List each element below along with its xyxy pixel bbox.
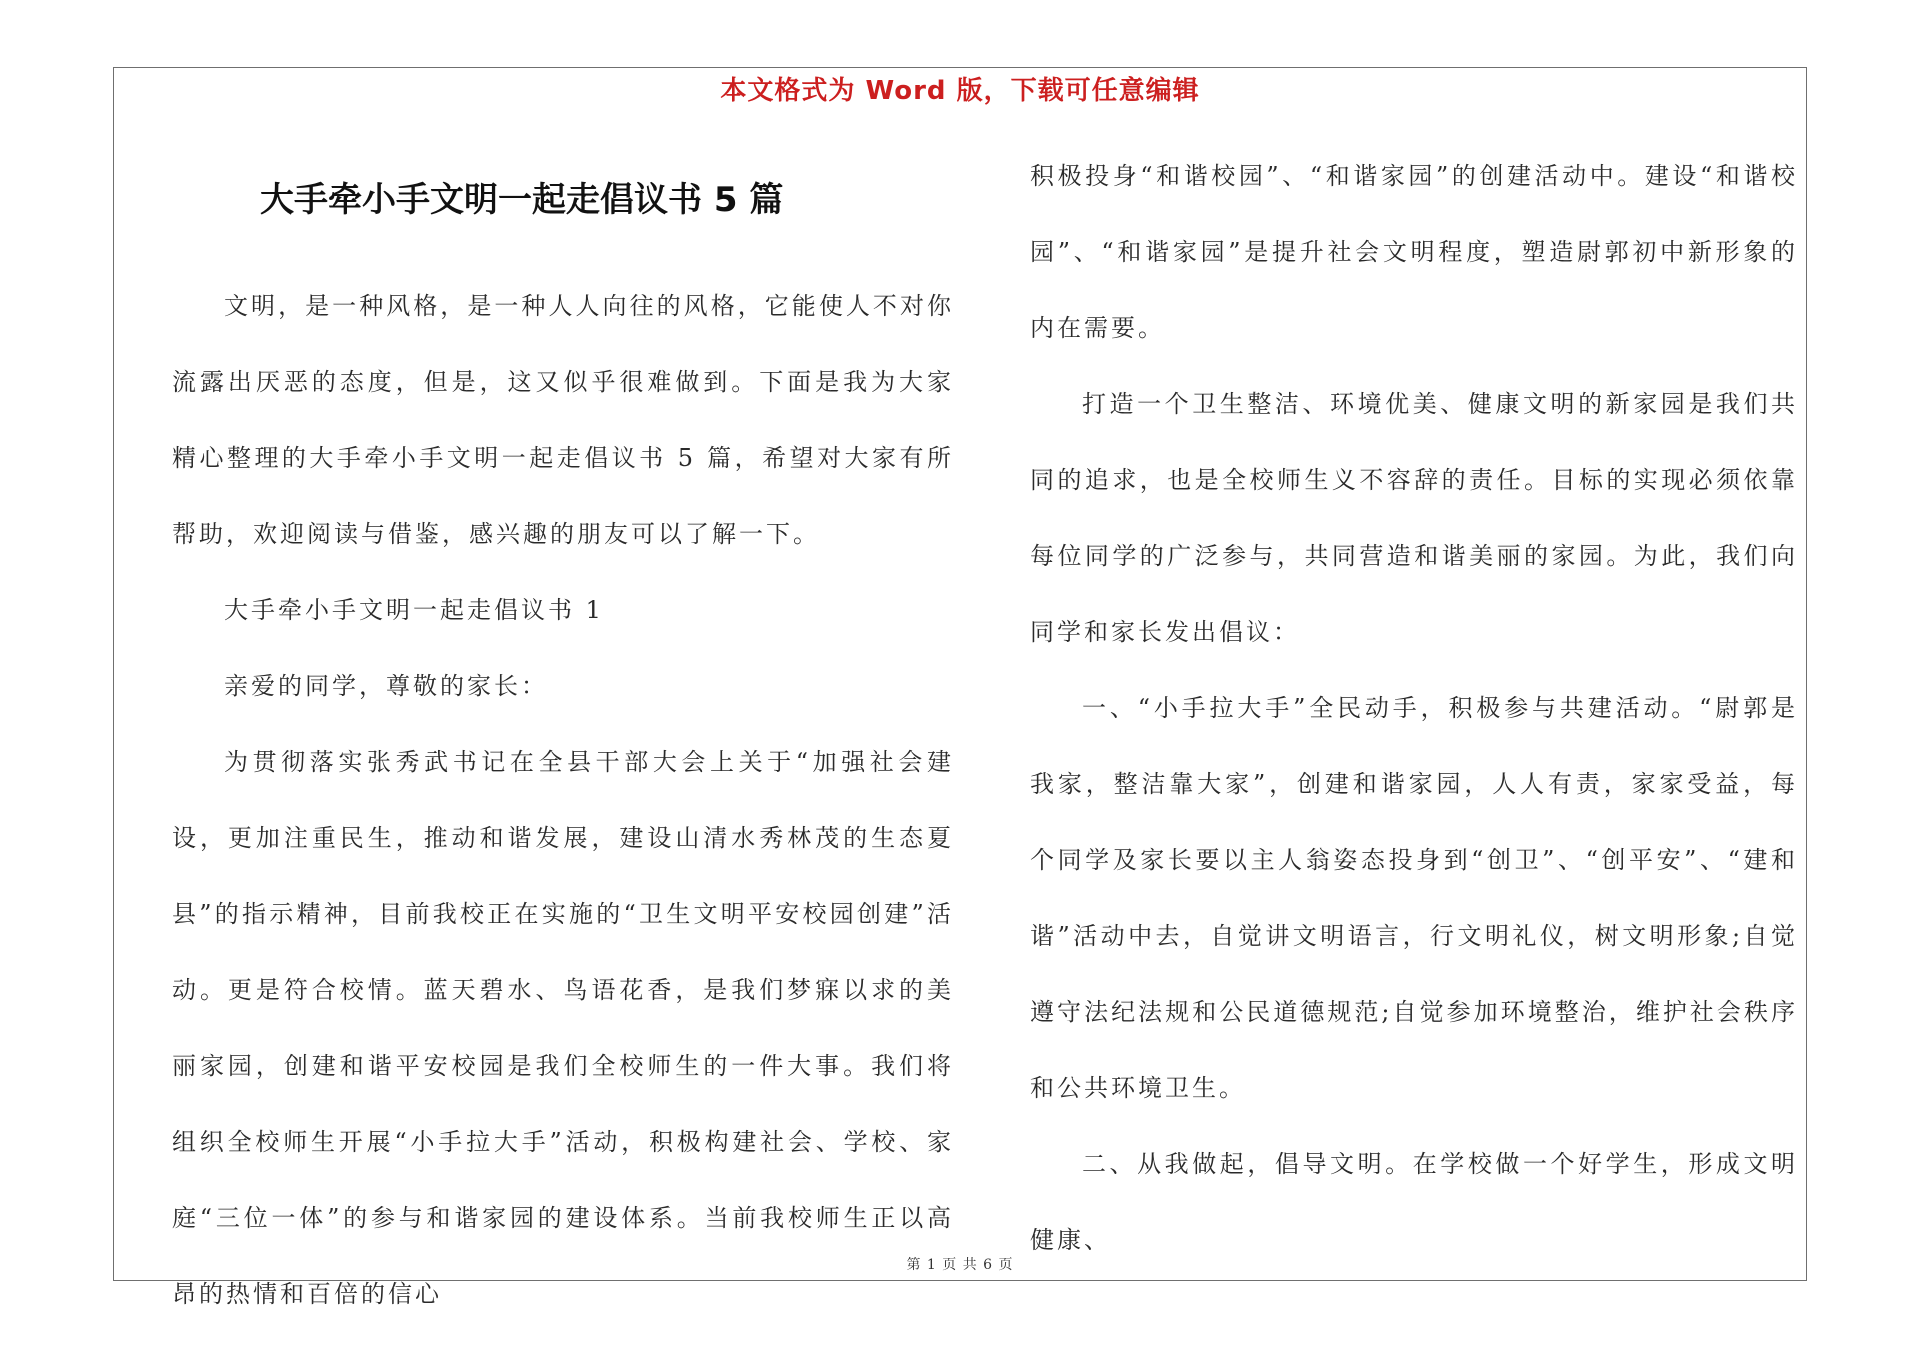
body-paragraph-1: 为贯彻落实张秀武书记在全县干部大会上关于“加强社会建设，更加注重民生，推动和谐发展，建设山清水秀林茂的生态夏县”的指示精神，目前我校正在实施的“卫生文明平安校园创建”活动。更是符合校情。蓝天碧水、鸟语花香，是我们梦寐以求的美丽家园，创建和谐平安校园是我们全校师生的一件大事。我们将组织全校师生开展“小手拉大手”活动，积极构建社会、学校、家庭“三位一体”的参与和谐家园的建设体系。当前我校师生正以高昂的热情和百倍的信心 [172, 748, 954, 1308]
proposal-item-1: 一、“小手拉大手”全民动手，积极参与共建活动。“尉郭是我家，整洁靠大家”，创建和谐家园，人人有责，家家受益，每个同学及家长要以主人翁姿态投身到“创卫”、“创平安”、“建和谐”活动中去，自觉讲文明语言，行文明礼仪，树文明形象;自觉遵守法纪法规和公民道德规范;自觉参加环境整治，维护社会秩序和公共环境卫生。 [1030, 694, 1798, 1102]
page-number-footer: 第 1 页 共 6 页 [906, 1257, 1014, 1273]
intro-paragraph: 文明，是一种风格，是一种人人向往的风格，它能使人不对你流露出厌恶的态度，但是，这又似乎很难做到。下面是我为大家精心整理的大手牵小手文明一起走倡议书 5 篇，希望对大家有所帮助，欢迎阅读与借鉴，感兴趣的朋友可以了解一下。 [172, 292, 954, 548]
format-banner: 本文格式为 Word 版，下载可任意编辑 [720, 76, 1200, 106]
letter-salutation: 亲爱的同学，尊敬的家长： [224, 672, 548, 700]
letter-heading: 大手牵小手文明一起走倡议书 1 [224, 596, 604, 624]
body-paragraph-2: 积极投身“和谐校园”、“和谐家园”的创建活动中。建设“和谐校园”、“和谐家园”是提升社会文明程度，塑造尉郭初中新形象的内在需要。 [1030, 162, 1798, 342]
body-paragraph-3: 打造一个卫生整洁、环境优美、健康文明的新家园是我们共同的追求，也是全校师生义不容辞的责任。目标的实现必须依靠每位同学的广泛参与，共同营造和谐美丽的家园。为此，我们向同学和家长发出倡议： [1030, 390, 1798, 646]
proposal-item-2: 二、从我做起，倡导文明。在学校做一个好学生，形成文明健康、 [1030, 1150, 1798, 1254]
document-title: 大手牵小手文明一起走倡议书 5 篇 [260, 180, 784, 220]
